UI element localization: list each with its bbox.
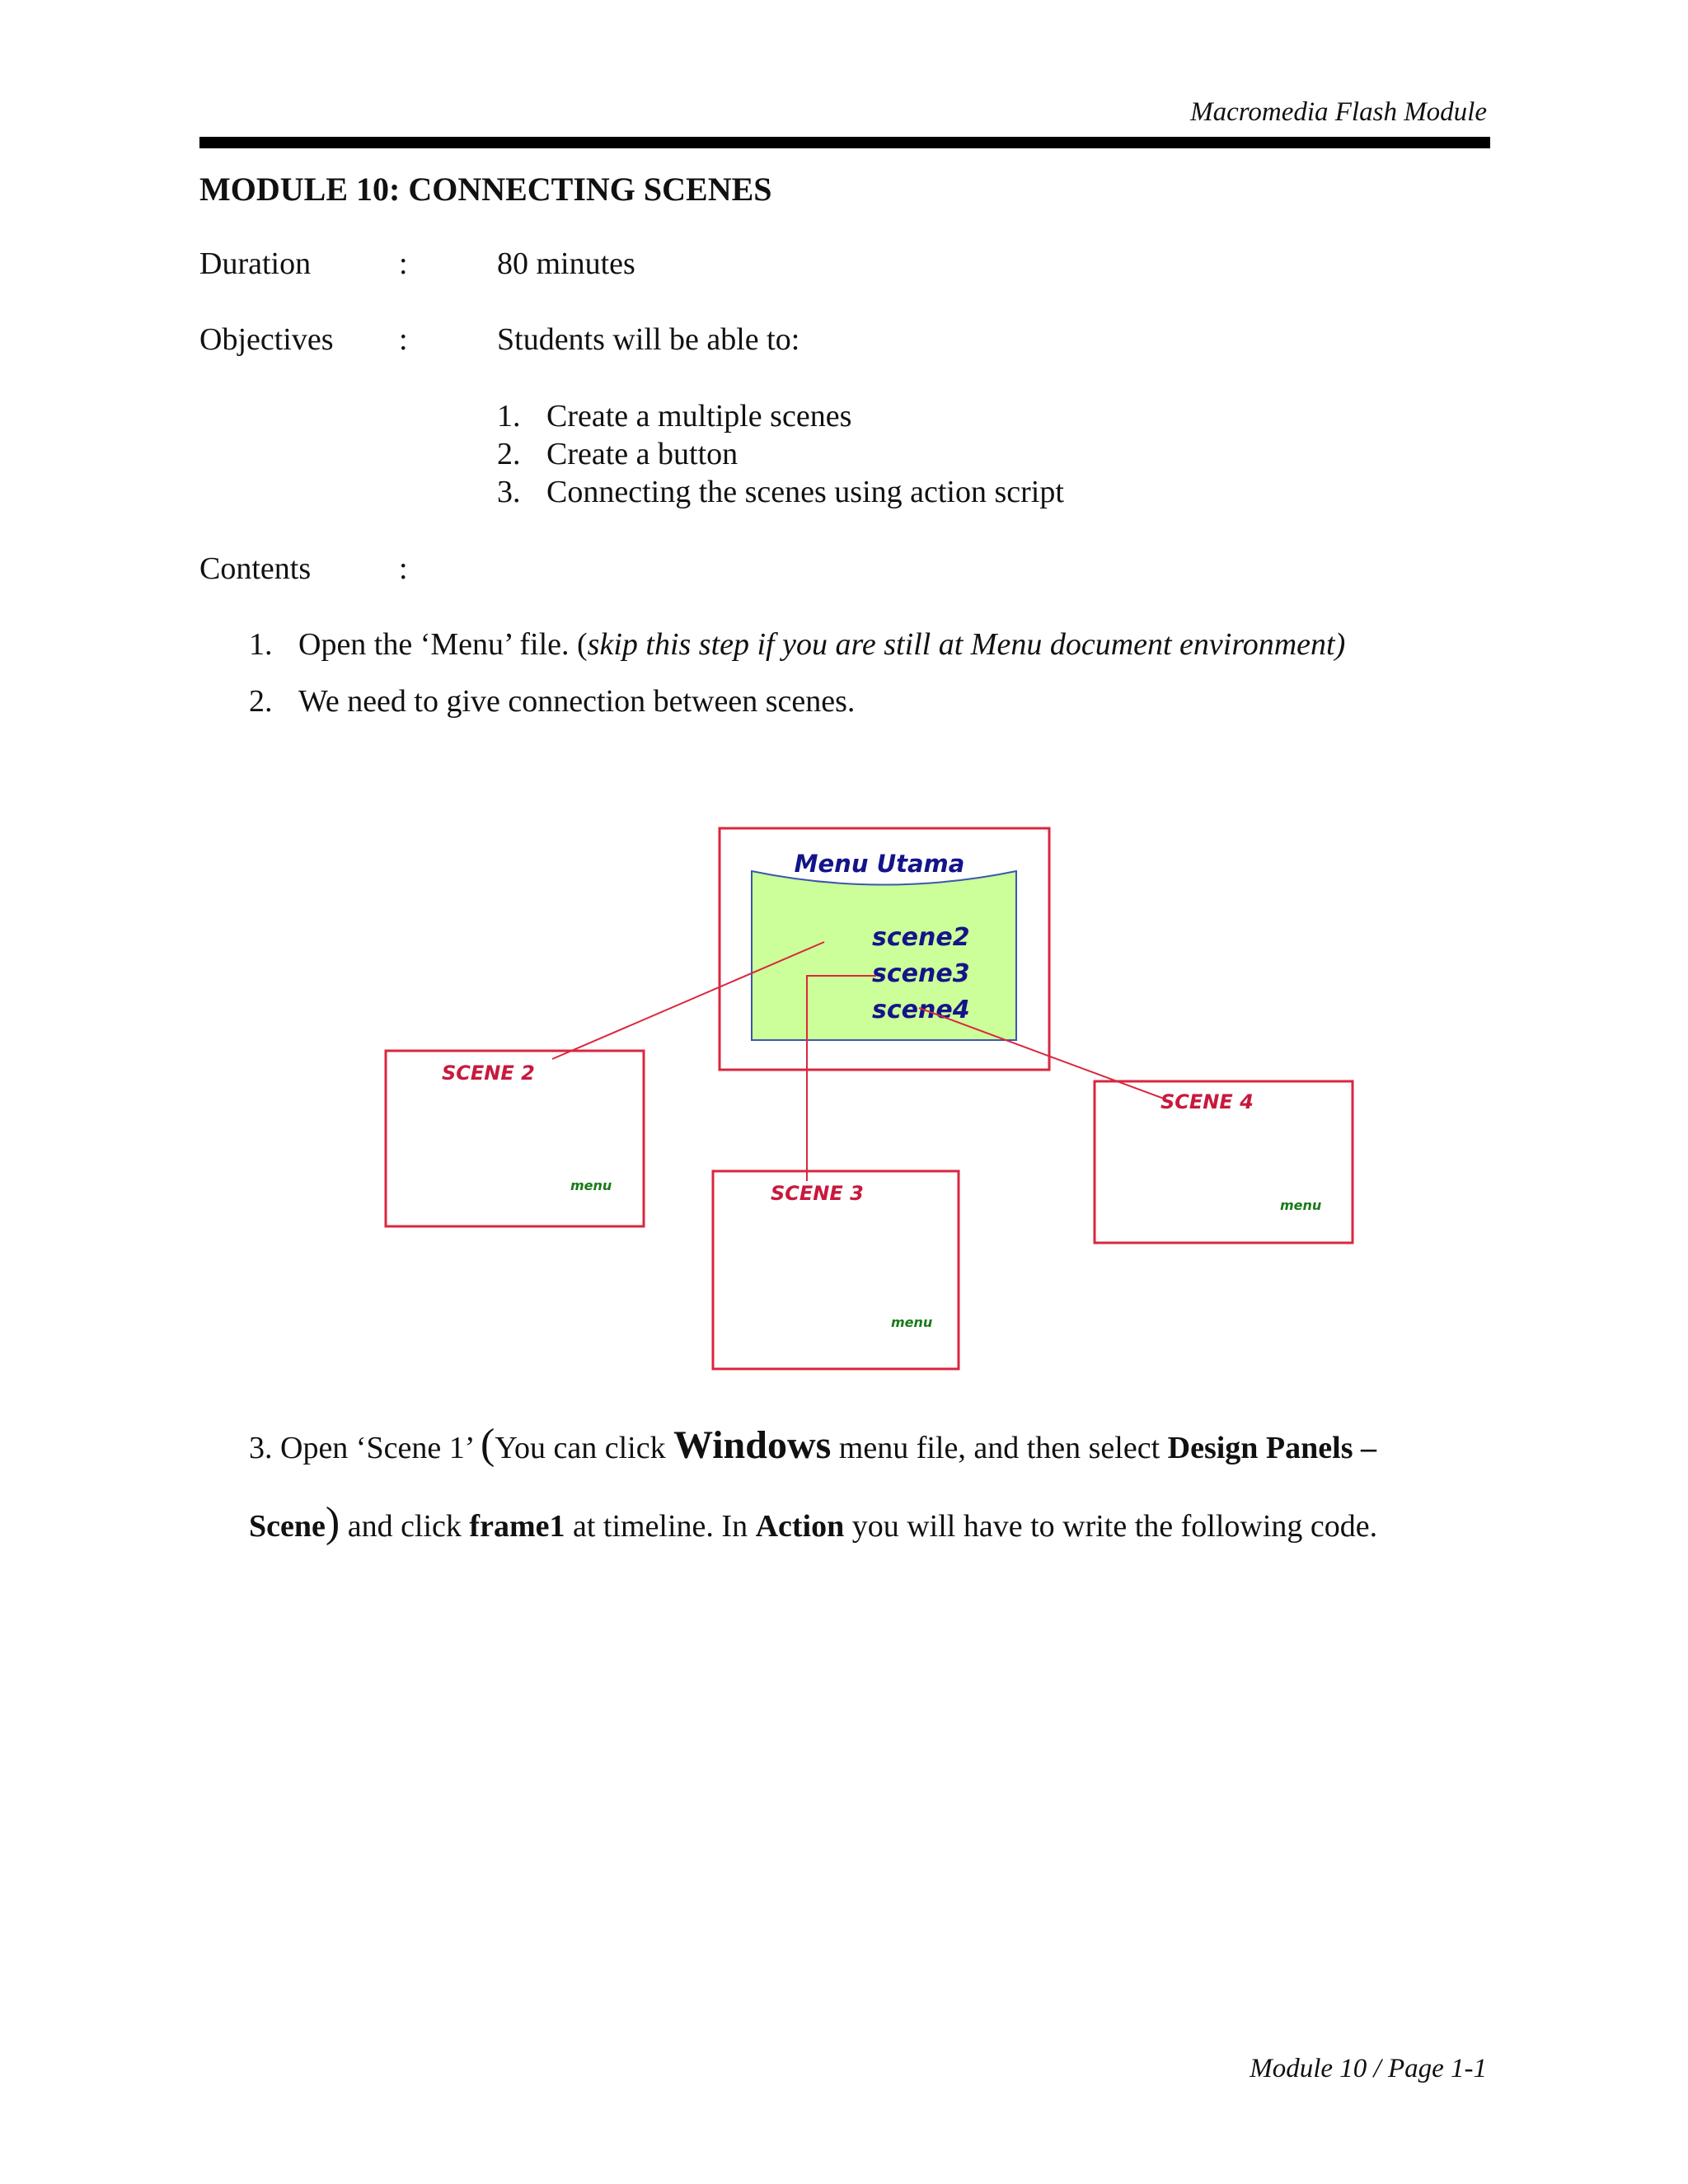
objective-item xyxy=(497,474,1064,510)
step3-paren-close: ) xyxy=(325,1499,340,1546)
objective-text: Create a multiple scenes xyxy=(546,399,852,434)
objective-item xyxy=(497,398,851,434)
step3-line2 xyxy=(249,1498,1377,1547)
step3-design-panels: Design Panels – xyxy=(1167,1431,1376,1465)
duration-value: 80 minutes xyxy=(497,246,635,281)
step3-scene: Scene xyxy=(249,1509,326,1544)
menu-item-scene4: scene4 xyxy=(872,996,970,1024)
step3-text: You can click xyxy=(495,1431,674,1465)
scene3-title: SCENE 3 xyxy=(771,1182,864,1205)
step3-windows: Windows xyxy=(673,1423,832,1467)
scene2-menu-button: menu xyxy=(570,1178,612,1193)
step3-text: menu file, and then select xyxy=(831,1431,1168,1465)
objective-text: Connecting the scenes using action script xyxy=(546,475,1064,509)
objective-number: 1. xyxy=(497,399,521,434)
menu-item-scene3: scene3 xyxy=(872,959,970,988)
step-note: skip this step if you are still at Menu document environment) xyxy=(587,627,1346,662)
step3-paren-open: ( xyxy=(481,1421,495,1468)
menu-item-scene2: scene2 xyxy=(872,923,970,952)
scene-connection-diagram xyxy=(379,820,1368,1380)
step3-text: 3. Open ‘Scene 1’ xyxy=(249,1431,481,1465)
step3-text: you will have to write the following code. xyxy=(844,1509,1378,1544)
objective-number: 3. xyxy=(497,475,521,509)
objectives-label: Objectives xyxy=(199,322,334,357)
contents-label: Contents xyxy=(199,551,312,586)
header-rule xyxy=(199,137,1490,148)
page-footer: Module 10 / Page 1-1 xyxy=(1250,2054,1487,2083)
duration-colon: : xyxy=(399,246,408,281)
running-header: Macromedia Flash Module xyxy=(1190,97,1487,127)
scene2-title: SCENE 2 xyxy=(442,1062,535,1085)
step3-text: and click xyxy=(340,1509,470,1544)
step-item xyxy=(249,626,1345,663)
step-item xyxy=(249,683,855,719)
step-number: 1. xyxy=(249,627,273,662)
objectives-colon: : xyxy=(399,322,408,357)
scene4-menu-button: menu xyxy=(1280,1197,1322,1213)
step-text: We need to give connection between scenes. xyxy=(298,684,856,719)
objectives-intro: Students will be able to: xyxy=(497,322,800,357)
step-text: Open the ‘Menu’ file. ( xyxy=(298,627,588,662)
step3-frame1: frame1 xyxy=(469,1509,565,1544)
scene3-menu-button: menu xyxy=(891,1315,933,1330)
scene4-title: SCENE 4 xyxy=(1160,1090,1254,1113)
contents-colon: : xyxy=(399,551,408,586)
step3-text: at timeline. In xyxy=(565,1509,756,1544)
duration-label: Duration xyxy=(199,246,312,281)
step3-line1 xyxy=(249,1420,1376,1469)
objective-item xyxy=(497,436,738,472)
objective-text: Create a button xyxy=(546,437,738,471)
objective-number: 2. xyxy=(497,437,521,471)
step3-action: Action xyxy=(755,1509,845,1544)
main-menu-title: Menu Utama xyxy=(794,850,965,878)
module-title: MODULE 10: CONNECTING SCENES xyxy=(199,171,772,208)
step-number: 2. xyxy=(249,684,273,719)
